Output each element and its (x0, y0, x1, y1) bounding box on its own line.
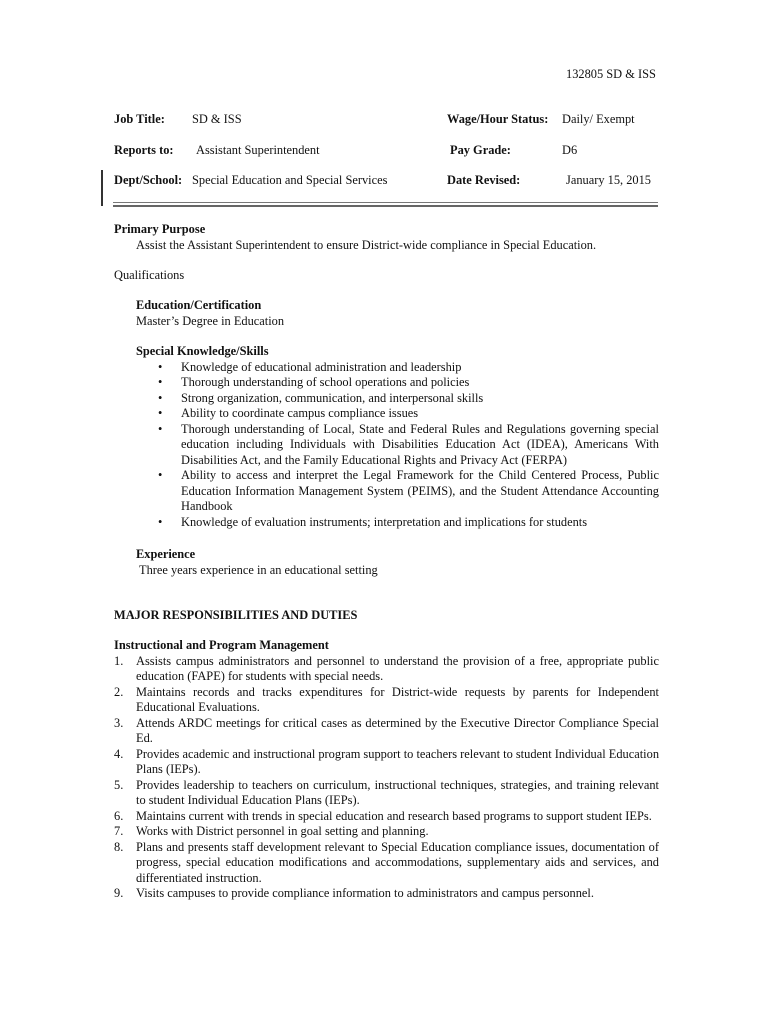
education-text: Master’s Degree in Education (136, 313, 285, 328)
duty-number: 3. (114, 715, 124, 730)
education-title: Education/Certification (136, 298, 262, 312)
duty-number: 5. (114, 777, 124, 792)
duties-list (114, 654, 659, 902)
duty-item (114, 886, 659, 902)
education-section (114, 298, 659, 329)
dept-school-label: Dept/School: (114, 173, 183, 187)
reports-to-label: Reports to: (114, 143, 174, 157)
pay-grade-value: D6 (562, 143, 578, 157)
primary-purpose-title: Primary Purpose (114, 222, 206, 236)
experience-section (114, 547, 659, 578)
duty-number: 1. (114, 653, 124, 668)
wage-hour-value: Daily/ Exempt (562, 112, 635, 126)
experience-title: Experience (136, 547, 196, 561)
skill-text: Thorough understanding of Local, State and Federal Rules and Regulations governing special education including Individuals with Disabilities Education Act (IDEA), Americans With Disabilities Act, and the Family Educational Rights and Privacy Act (FERPA) (181, 421, 659, 467)
bullet-icon: • (158, 514, 163, 529)
skill-text: Strong organization, communication, and interpersonal skills (181, 390, 484, 405)
skill-item (136, 422, 659, 469)
skill-item (136, 468, 659, 515)
wage-hour-label: Wage/Hour Status: (447, 112, 549, 126)
duty-item (114, 685, 659, 716)
duty-number: 4. (114, 746, 124, 761)
bullet-icon: • (158, 375, 163, 389)
date-revised-label: Date Revised: (447, 173, 521, 187)
pay-grade-label: Pay Grade: (450, 143, 511, 157)
skill-text: Knowledge of educational administration and leadership (181, 359, 462, 374)
duty-number: 6. (114, 808, 124, 823)
skills-section (114, 344, 659, 530)
skill-item (136, 515, 659, 531)
skill-item (136, 375, 659, 391)
duty-number: 7. (114, 824, 124, 838)
instructional-management-title: Instructional and Program Management (114, 638, 329, 652)
skill-item (136, 391, 659, 407)
duty-item (114, 824, 659, 840)
duty-text: Visits campuses to provide compliance information to administrators and campus personnel. (136, 886, 594, 900)
duty-number: 2. (114, 684, 124, 699)
duty-text: Provides leadership to teachers on curriculum, instructional techniques, strategies, and training relevant to student Individual Education Plans (IEPs). (136, 777, 659, 807)
bullet-icon: • (158, 390, 163, 405)
skill-text: Ability to access and interpret the Legal Framework for the Child Centered Process, Public Education Information Management System (PEIMS), and the Student Attendance Accounting Handbook (181, 468, 659, 513)
duty-number: 8. (114, 839, 124, 854)
responsibilities-title: MAJOR RESPONSIBILITIES AND DUTIES (114, 608, 358, 622)
duty-number: 9. (114, 886, 124, 900)
reports-to-value: Assistant Superintendent (196, 143, 320, 157)
duty-text: Attends ARDC meetings for critical cases as determined by the Executive Director Compliance Special Ed. (136, 715, 659, 745)
primary-purpose-section (114, 222, 659, 253)
duty-item (114, 747, 659, 778)
bullet-icon: • (158, 359, 163, 374)
qualifications-title: Qualifications (114, 268, 185, 282)
skills-title: Special Knowledge/Skills (136, 344, 269, 358)
skill-item (136, 360, 659, 376)
header-divider-thick (113, 205, 658, 207)
skill-text: Thorough understanding of school operations and policies (181, 375, 470, 389)
responsibilities-section (114, 638, 659, 902)
primary-purpose-text: Assist the Assistant Superintendent to ensure District-wide compliance in Special Education. (136, 237, 597, 252)
margin-change-bar (101, 170, 103, 206)
bullet-icon: • (158, 406, 163, 420)
dept-school-value: Special Education and Special Services (192, 173, 388, 187)
duty-item (114, 778, 659, 809)
duty-text: Works with District personnel in goal setting and planning. (136, 824, 429, 838)
skills-list (114, 360, 659, 531)
date-revised-value: January 15, 2015 (566, 173, 651, 187)
duty-text: Assists campus administrators and personnel to understand the provision of a free, appropriate public education (FAPE) for students with special needs. (136, 653, 659, 683)
skill-text: Ability to coordinate campus compliance issues (181, 406, 419, 420)
duty-item (114, 654, 659, 685)
skill-item (136, 406, 659, 422)
bullet-icon: • (158, 468, 163, 482)
duty-item (114, 809, 659, 825)
duty-item (114, 840, 659, 887)
duty-item (114, 716, 659, 747)
job-title-label: Job Title: (114, 112, 165, 126)
duty-text: Maintains records and tracks expenditures for District-wide requests by parents for Independent Educational Evaluations. (136, 684, 659, 714)
document-id: 132805 SD & ISS (566, 67, 656, 81)
duty-text: Plans and presents staff development relevant to Special Education compliance issues, documentation of progress, special education modifications and accommodations, supplementary aids and services, and differentiated instruction. (136, 839, 659, 885)
bullet-icon: • (158, 421, 163, 436)
job-title-value: SD & ISS (192, 112, 242, 126)
header-divider (113, 202, 658, 203)
experience-text: Three years experience in an educational setting (139, 562, 378, 577)
duty-text: Provides academic and instructional program support to teachers relevant to student Individual Education Plans (IEPs). (136, 746, 660, 776)
duty-text: Maintains current with trends in special education and research based programs to support student IEPs. (136, 808, 652, 823)
skill-text: Knowledge of evaluation instruments; interpretation and implications for students (181, 514, 588, 529)
